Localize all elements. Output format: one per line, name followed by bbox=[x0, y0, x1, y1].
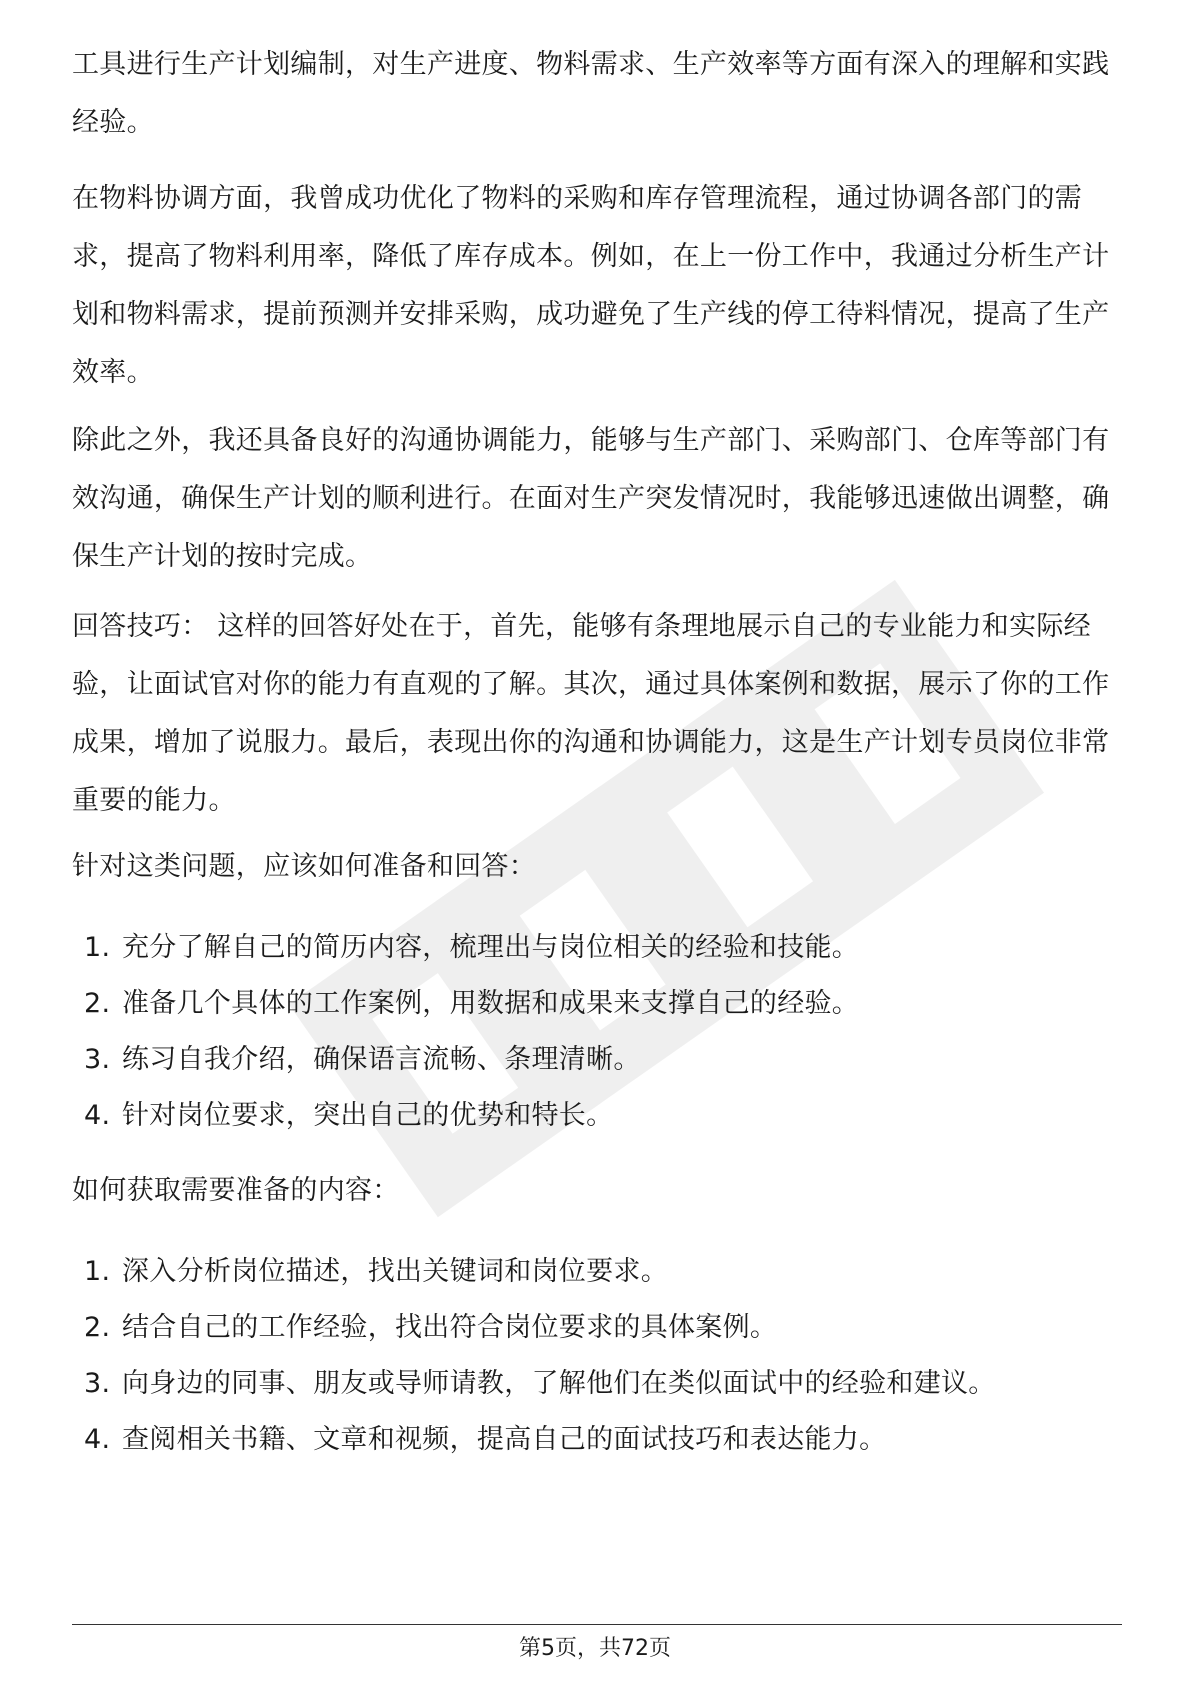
list-item: 2. 结合自己的工作经验，找出符合岗位要求的具体案例。 bbox=[84, 1312, 778, 1343]
document-page bbox=[72, 0, 1122, 1684]
heading-how-to-obtain: 如何获取需要准备的内容： bbox=[72, 1175, 400, 1206]
paragraph-experience-end: 工具进行生产计划编制，对生产进度、物料需求、生产效率等方面有深入的理解和实践经验。 bbox=[72, 49, 1110, 138]
list-item: 1. 充分了解自己的简历内容，梳理出与岗位相关的经验和技能。 bbox=[84, 932, 860, 963]
list-item: 4. 针对岗位要求，突出自己的优势和特长。 bbox=[84, 1100, 614, 1131]
list-item: 1. 深入分析岗位描述，找出关键词和岗位要求。 bbox=[84, 1256, 668, 1287]
list-item: 2. 准备几个具体的工作案例，用数据和成果来支撑自己的经验。 bbox=[84, 988, 860, 1019]
list-item: 3. 练习自我介绍，确保语言流畅、条理清晰。 bbox=[84, 1044, 641, 1075]
list-item: 3. 向身边的同事、朋友或导师请教，了解他们在类似面试中的经验和建议。 bbox=[84, 1368, 996, 1399]
obtain-list bbox=[72, 1244, 1112, 1468]
prepare-list bbox=[72, 920, 1112, 1144]
list-item: 4. 查阅相关书籍、文章和视频，提高自己的面试技巧和表达能力。 bbox=[84, 1424, 887, 1455]
heading-how-to-prepare: 针对这类问题，应该如何准备和回答： bbox=[72, 851, 537, 882]
footer-divider bbox=[72, 1624, 1122, 1625]
paragraph-communication: 除此之外，我还具备良好的沟通协调能力，能够与生产部门、采购部门、仓库等部门有效沟通，确保生产计划的顺利进行。在面对生产突发情况时，我能够迅速做出调整，确保生产计划的按时完成。 bbox=[72, 425, 1110, 572]
page-number: 第5页，共72页 bbox=[519, 1636, 671, 1661]
paragraph-answer-tips: 回答技巧： 这样的回答好处在于，首先，能够有条理地展示自己的专业能力和实际经验，让面试官对你的能力有直观的了解。其次，通过具体案例和数据，展示了你的工作成果，增加了说服力。最后，表现出你的沟通和协调能力，这是生产计划专员岗位非常重要的能力。 bbox=[72, 611, 1110, 816]
paragraph-material-coordination: 在物料协调方面，我曾成功优化了物料的采购和库存管理流程，通过协调各部门的需求，提高了物料利用率，降低了库存成本。例如，在上一份工作中，我通过分析生产计划和物料需求，提前预测并安排采购，成功避免了生产线的停工待料情况，提高了生产效率。 bbox=[72, 183, 1110, 388]
